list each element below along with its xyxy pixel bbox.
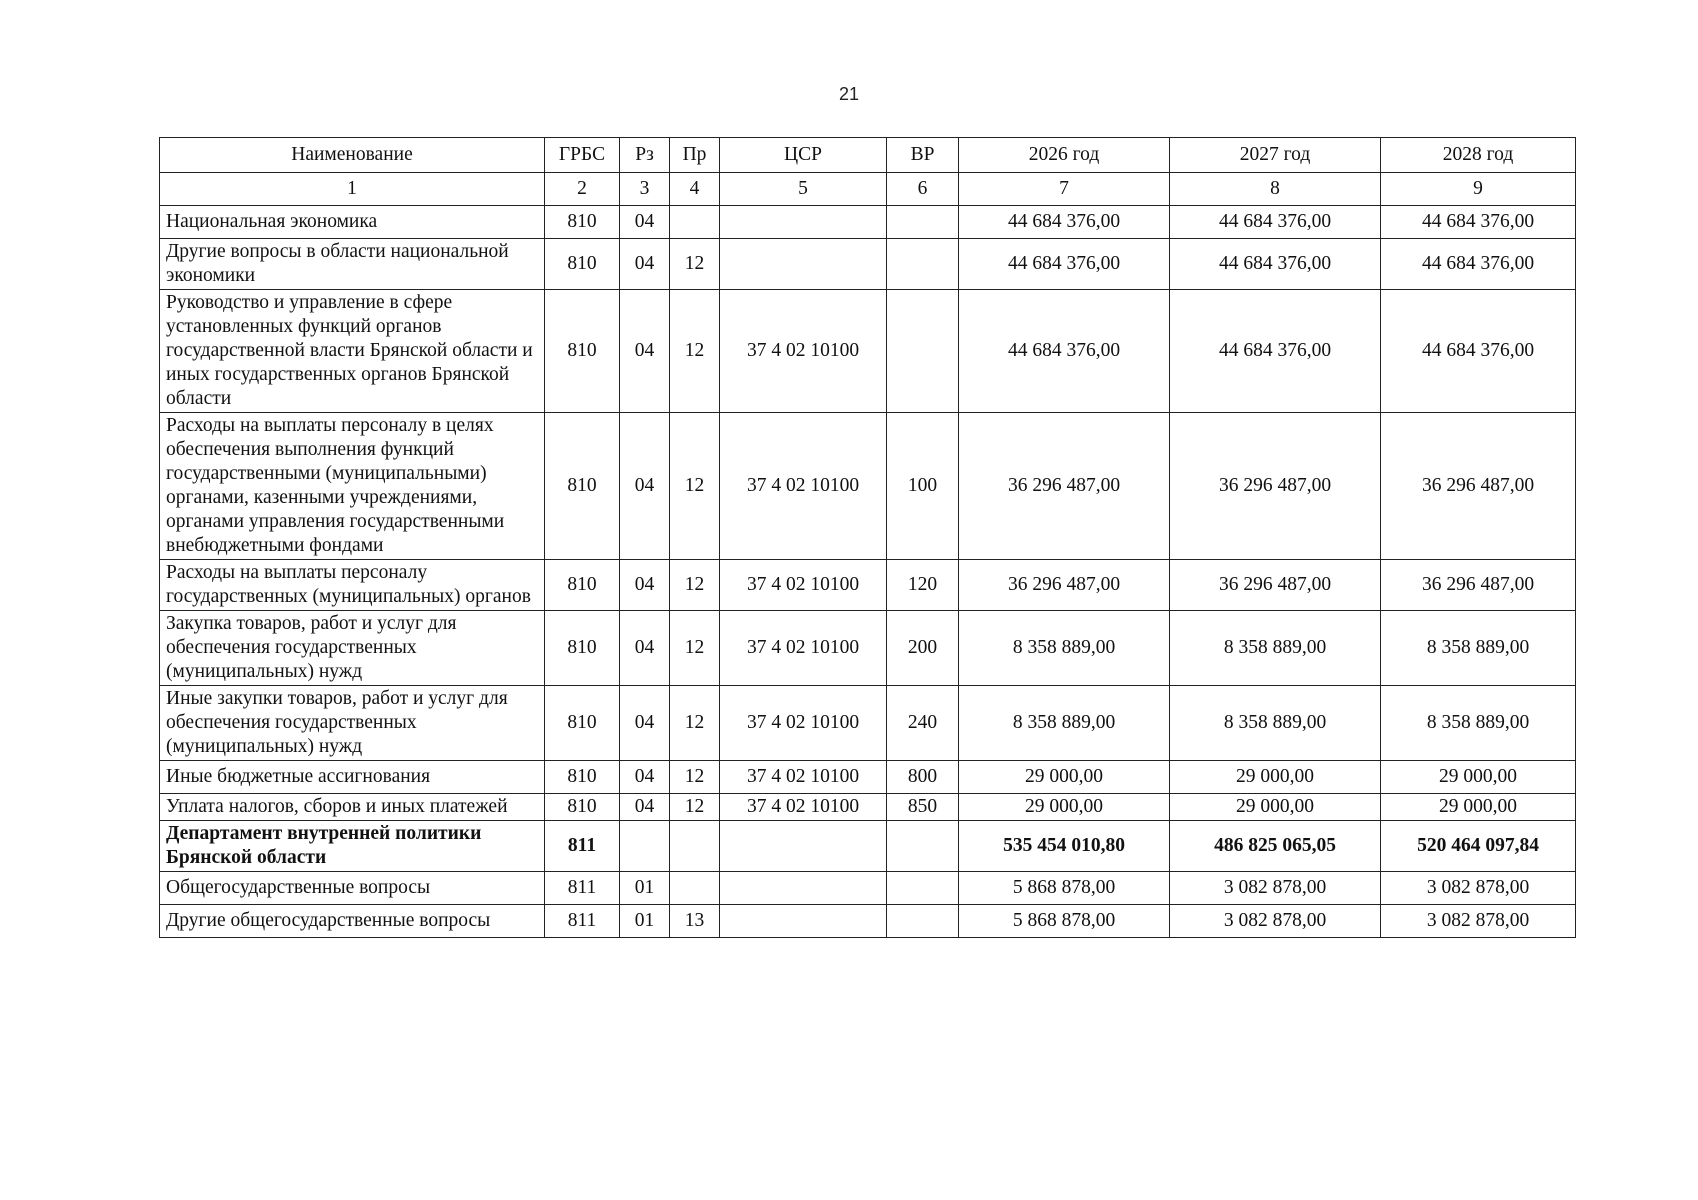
row-2028: 44 684 376,00 [1381,239,1576,290]
row-csr: 37 4 02 10100 [720,413,887,560]
row-pr: 12 [670,686,720,761]
table-row [160,239,1576,290]
row-grbs: 810 [545,290,620,413]
header-vr: ВР [887,138,959,173]
row-name: Департамент внутренней политики Брянской области [160,821,545,872]
table-row [160,905,1576,938]
row-grbs: 811 [545,821,620,872]
row-pr: 12 [670,611,720,686]
row-csr: 37 4 02 10100 [720,611,887,686]
row-2028: 8 358 889,00 [1381,611,1576,686]
row-2028: 8 358 889,00 [1381,686,1576,761]
row-name: Другие вопросы в области национальной экономики [160,239,545,290]
page-number: 21 [838,84,860,104]
row-csr [720,239,887,290]
budget-table [159,137,1576,938]
row-rz [620,821,670,872]
row-grbs: 810 [545,611,620,686]
row-name: Иные бюджетные ассигнования [160,761,545,794]
row-rz: 04 [620,206,670,239]
row-vr: 120 [887,560,959,611]
row-rz: 01 [620,905,670,938]
column-number: 9 [1381,173,1576,206]
table-row [160,560,1576,611]
row-2027: 29 000,00 [1170,761,1381,794]
row-2027: 486 825 065,05 [1170,821,1381,872]
row-rz: 04 [620,239,670,290]
row-2027: 36 296 487,00 [1170,413,1381,560]
column-number: 3 [620,173,670,206]
row-rz: 04 [620,611,670,686]
header-2026: 2026 год [959,138,1170,173]
row-2027: 8 358 889,00 [1170,611,1381,686]
row-vr: 850 [887,794,959,821]
column-number: 4 [670,173,720,206]
table-row [160,761,1576,794]
column-number: 5 [720,173,887,206]
table-row [160,413,1576,560]
row-pr [670,872,720,905]
row-rz: 04 [620,290,670,413]
row-2027: 44 684 376,00 [1170,239,1381,290]
row-csr [720,872,887,905]
row-grbs: 810 [545,794,620,821]
row-2028: 44 684 376,00 [1381,206,1576,239]
column-number: 1 [160,173,545,206]
header-row [160,138,1576,173]
row-vr: 240 [887,686,959,761]
row-csr [720,206,887,239]
row-name: Общегосударственные вопросы [160,872,545,905]
row-name: Уплата налогов, сборов и иных платежей [160,794,545,821]
row-pr: 12 [670,560,720,611]
row-2028: 36 296 487,00 [1381,413,1576,560]
row-csr [720,905,887,938]
row-name: Другие общегосударственные вопросы [160,905,545,938]
row-pr: 12 [670,413,720,560]
table-row [160,821,1576,872]
row-pr: 12 [670,794,720,821]
table-row [160,206,1576,239]
row-2026: 5 868 878,00 [959,905,1170,938]
table-row [160,290,1576,413]
row-2027: 44 684 376,00 [1170,206,1381,239]
row-2026: 29 000,00 [959,794,1170,821]
row-grbs: 810 [545,206,620,239]
row-2026: 535 454 010,80 [959,821,1170,872]
row-name: Руководство и управление в сфере установленных функций органов государственной власти Брянской области и иных государственных органов Брянской области [160,290,545,413]
row-name: Расходы на выплаты персоналу государственных (муниципальных) органов [160,560,545,611]
row-2026: 44 684 376,00 [959,290,1170,413]
row-name: Иные закупки товаров, работ и услуг для обеспечения государственных (муниципальных) нужд [160,686,545,761]
row-grbs: 810 [545,686,620,761]
row-name: Национальная экономика [160,206,545,239]
row-csr: 37 4 02 10100 [720,761,887,794]
row-grbs: 810 [545,239,620,290]
row-csr: 37 4 02 10100 [720,290,887,413]
row-csr [720,821,887,872]
row-pr [670,206,720,239]
row-2027: 3 082 878,00 [1170,872,1381,905]
row-2028: 29 000,00 [1381,761,1576,794]
row-name: Закупка товаров, работ и услуг для обеспечения государственных (муниципальных) нужд [160,611,545,686]
header-csr: ЦСР [720,138,887,173]
row-vr [887,821,959,872]
header-2028: 2028 год [1381,138,1576,173]
row-2028: 44 684 376,00 [1381,290,1576,413]
row-pr [670,821,720,872]
row-grbs: 810 [545,413,620,560]
row-2027: 44 684 376,00 [1170,290,1381,413]
row-2027: 8 358 889,00 [1170,686,1381,761]
row-vr [887,206,959,239]
row-rz: 04 [620,413,670,560]
header-pr: Пр [670,138,720,173]
table-row [160,872,1576,905]
row-2028: 3 082 878,00 [1381,905,1576,938]
row-2026: 44 684 376,00 [959,206,1170,239]
row-2028: 36 296 487,00 [1381,560,1576,611]
table-row [160,611,1576,686]
row-vr: 100 [887,413,959,560]
row-rz: 04 [620,686,670,761]
row-grbs: 810 [545,761,620,794]
row-2026: 44 684 376,00 [959,239,1170,290]
header-grbs: ГРБС [545,138,620,173]
column-number: 7 [959,173,1170,206]
row-csr: 37 4 02 10100 [720,560,887,611]
table-row [160,686,1576,761]
row-pr: 12 [670,290,720,413]
row-pr: 12 [670,761,720,794]
row-rz: 04 [620,794,670,821]
column-number: 6 [887,173,959,206]
column-number: 8 [1170,173,1381,206]
row-vr: 800 [887,761,959,794]
row-2026: 8 358 889,00 [959,686,1170,761]
row-grbs: 811 [545,905,620,938]
row-2026: 5 868 878,00 [959,872,1170,905]
row-2027: 29 000,00 [1170,794,1381,821]
header-rz: Рз [620,138,670,173]
row-2026: 36 296 487,00 [959,413,1170,560]
row-name: Расходы на выплаты персоналу в целях обеспечения выполнения функций государственными (муниципальными) органами, казенными учреждениями, органами управления государственными внебюджетными фондами [160,413,545,560]
row-vr [887,290,959,413]
row-pr: 12 [670,239,720,290]
row-2026: 29 000,00 [959,761,1170,794]
row-2028: 29 000,00 [1381,794,1576,821]
row-grbs: 810 [545,560,620,611]
row-rz: 04 [620,560,670,611]
header-2027: 2027 год [1170,138,1381,173]
row-vr [887,872,959,905]
row-vr: 200 [887,611,959,686]
row-2028: 3 082 878,00 [1381,872,1576,905]
row-vr [887,905,959,938]
row-csr: 37 4 02 10100 [720,794,887,821]
row-rz: 01 [620,872,670,905]
column-number-row [160,173,1576,206]
row-vr [887,239,959,290]
row-csr: 37 4 02 10100 [720,686,887,761]
row-pr: 13 [670,905,720,938]
row-2026: 36 296 487,00 [959,560,1170,611]
header-name: Наименование [160,138,545,173]
table-row [160,794,1576,821]
column-number: 2 [545,173,620,206]
row-2026: 8 358 889,00 [959,611,1170,686]
row-rz: 04 [620,761,670,794]
row-2028: 520 464 097,84 [1381,821,1576,872]
row-grbs: 811 [545,872,620,905]
row-2027: 3 082 878,00 [1170,905,1381,938]
row-2027: 36 296 487,00 [1170,560,1381,611]
